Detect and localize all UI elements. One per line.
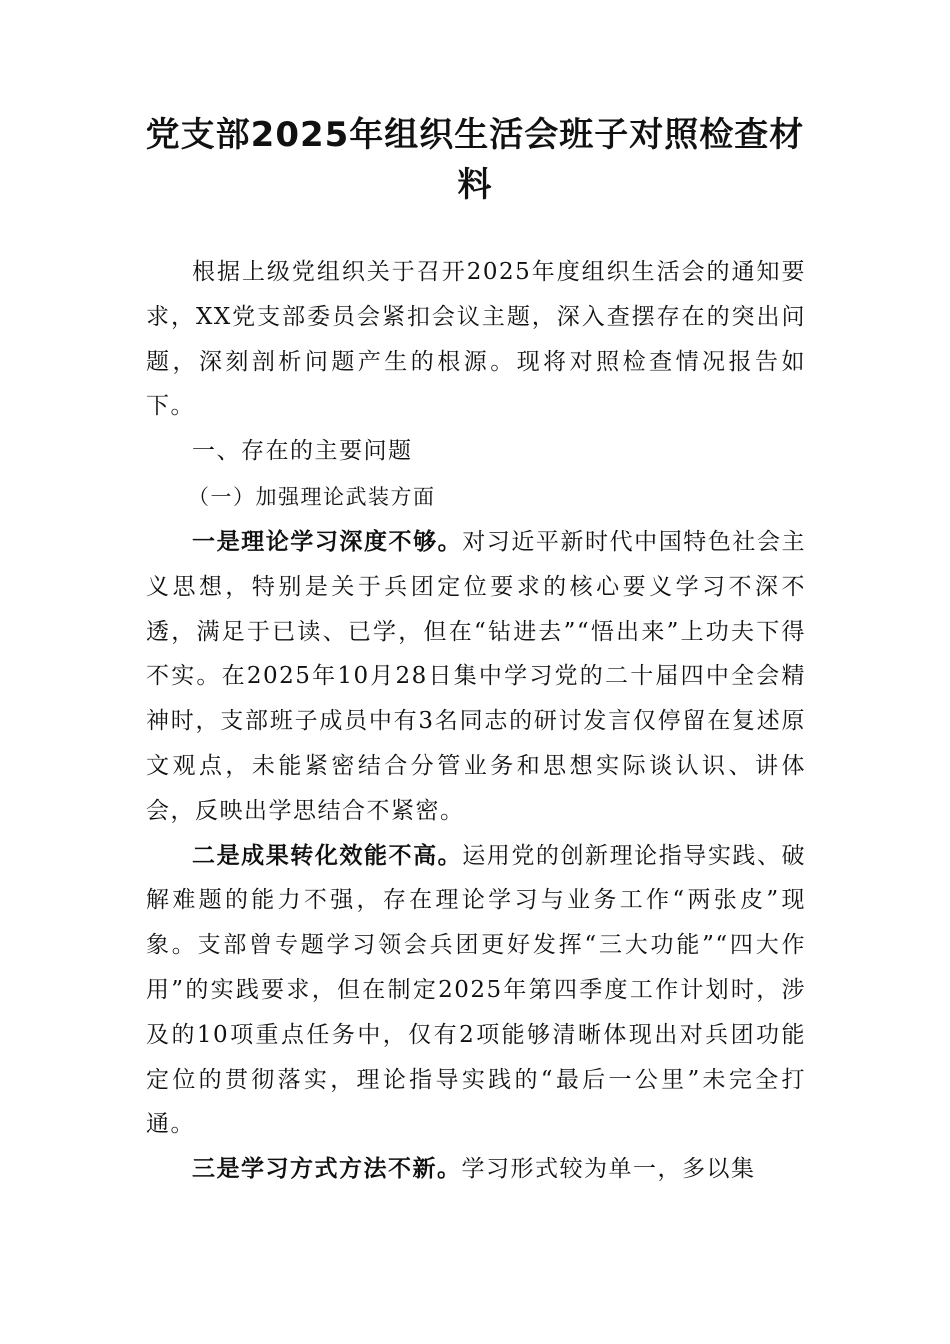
subsection-heading: （一）加强理论武装方面 <box>188 484 436 509</box>
problem-text: 学习形式较为单一，多以集 <box>461 1156 756 1183</box>
problem-paragraph <box>146 520 806 834</box>
problem-paragraph <box>146 1147 806 1192</box>
problem-lead: 一是理论学习深度不够。 <box>192 528 463 555</box>
problem-text: 对习近平新时代中国特色社会主义思想，特别是关于兵团定位要求的核心要义学习不深不透，满足于已读、已学，但在“钻进去”“悟出来”上功夫下得不实。在2025年10月28日集中学习党的二十届四中全会精神时，支部班子成员中有3名同志的研讨发言仅停留在复述原文观点，未能紧密结合分管业务和思想实际谈认识、讲体会，反映出学思结合不紧密。 <box>146 528 806 824</box>
intro-paragraph: 根据上级党组织关于召开2025年度组织生活会的通知要求，XX党支部委员会紧扣会议主题，深入查摆存在的突出问题，深刻剖析问题产生的根源。现将对照检查情况报告如下。 <box>146 259 806 420</box>
problem-paragraph <box>146 834 806 1148</box>
document-title: 党支部2025年组织生活会班子对照检查材料 <box>145 115 805 205</box>
problem-text: 运用党的创新理论指导实践、破解难题的能力不强，存在理论学习与业务工作“两张皮”现象。支部曾专题学习领会兵团更好发挥“三大功能”“四大作用”的实践要求，但在制定2025年第四季度工作计划时，涉及的10项重点任务中，仅有2项能够清晰体现出对兵团功能定位的贯彻落实，理论指导实践的“最后一公里”未完全打通。 <box>146 842 806 1138</box>
problem-lead: 二是成果转化效能不高。 <box>192 842 463 869</box>
document-body <box>146 250 806 1192</box>
section-heading: 一、存在的主要问题 <box>192 438 413 465</box>
problem-lead: 三是学习方式方法不新。 <box>192 1156 462 1183</box>
